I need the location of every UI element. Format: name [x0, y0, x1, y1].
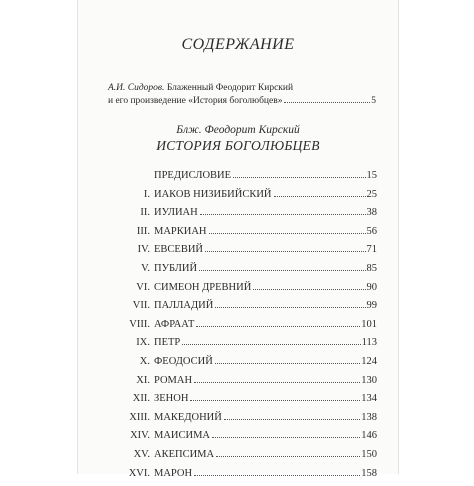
dot-leader: [253, 289, 365, 290]
chapter-title: ИУЛИАН: [154, 207, 198, 218]
chapter-title: РОМАН: [154, 375, 192, 386]
chapter-number: VIII.: [108, 319, 154, 330]
work-author: Блж. Феодорит Кирский: [78, 124, 398, 136]
dot-leader: [215, 363, 360, 364]
chapter-number: XIII.: [108, 412, 154, 423]
page-number: 146: [361, 430, 377, 441]
dot-leader: [209, 233, 366, 234]
page-number: 90: [367, 282, 378, 293]
toc-entry: [108, 189, 377, 208]
chapter-title: МАИСИМА: [154, 430, 210, 441]
toc-entry: [108, 337, 377, 356]
page-number: 124: [361, 356, 377, 367]
dot-leader: [284, 102, 370, 103]
toc-entry: [108, 430, 377, 449]
dot-leader: [182, 344, 360, 345]
toc-entry: [108, 207, 377, 226]
page-number: 113: [362, 337, 377, 348]
dot-leader: [194, 382, 360, 383]
page-number: 38: [367, 207, 378, 218]
chapter-number: III.: [108, 226, 154, 237]
chapter-title: ФЕОДОСИЙ: [154, 356, 213, 367]
dot-leader: [190, 400, 360, 401]
page-number: 15: [367, 170, 378, 181]
dot-leader: [233, 177, 365, 178]
toc-entry: [108, 356, 377, 375]
book-page: [78, 0, 398, 474]
dot-leader: [199, 270, 365, 271]
toc-entry: [108, 300, 377, 319]
chapter-number: V.: [108, 263, 154, 274]
dot-leader: [196, 326, 360, 327]
chapter-title: ЕВСЕВИЙ: [154, 244, 203, 255]
toc-entry: [108, 319, 377, 338]
page-number: 99: [367, 300, 378, 311]
chapter-title: МАРОН: [154, 468, 192, 479]
chapter-number: VI.: [108, 282, 154, 293]
chapter-title: ЗЕНОН: [154, 393, 188, 404]
toc-entry: [108, 449, 377, 468]
toc-entry: [108, 170, 377, 189]
chapter-number: VII.: [108, 300, 154, 311]
chapter-title: ПРЕДИСЛОВИЕ: [154, 170, 231, 181]
toc-entry: [108, 263, 377, 282]
page-number: 158: [361, 468, 377, 479]
chapter-title: МАРКИАН: [154, 226, 207, 237]
chapter-title: АФРААТ: [154, 319, 194, 330]
chapter-number: XVI.: [108, 468, 154, 479]
dot-leader: [205, 251, 365, 252]
dot-leader: [194, 475, 360, 476]
intro-entry: [108, 82, 376, 107]
chapter-title: СИМЕОН ДРЕВНИЙ: [154, 282, 251, 293]
page-number: 130: [361, 375, 377, 386]
page-number: 150: [361, 449, 377, 460]
dot-leader: [200, 214, 366, 215]
work-title: ИСТОРИЯ БОГОЛЮБЦЕВ: [78, 138, 398, 154]
toc-entry: [108, 226, 377, 245]
chapter-title: ИАКОВ НИЗИБИЙСКИЙ: [154, 189, 272, 200]
chapter-number: X.: [108, 356, 154, 367]
page-number: 85: [367, 263, 378, 274]
intro-page-number: 5: [371, 95, 376, 108]
dot-leader: [215, 307, 365, 308]
intro-title-part-1: Блаженный Феодорит Кирский: [167, 83, 293, 93]
toc-entry: [108, 375, 377, 394]
dot-leader: [274, 196, 366, 197]
chapter-number: XI.: [108, 375, 154, 386]
page-number: 71: [367, 244, 378, 255]
chapter-title: АКЕПСИМА: [154, 449, 214, 460]
chapter-title: ПАЛЛАДИЙ: [154, 300, 213, 311]
intro-title-part-2: и его произведение «История боголюбцев»: [108, 95, 282, 108]
chapter-title: ПУБЛИЙ: [154, 263, 197, 274]
chapter-title: ПЕТР: [154, 337, 180, 348]
contents-heading: СОДЕРЖАНИЕ: [78, 36, 398, 54]
intro-author: А.И. Сидоров.: [108, 83, 164, 93]
table-of-contents: [108, 170, 377, 486]
chapter-number: IX.: [108, 337, 154, 348]
toc-entry: [108, 468, 377, 486]
page-number: 138: [361, 412, 377, 423]
chapter-number: XV.: [108, 449, 154, 460]
page-number: 56: [367, 226, 378, 237]
toc-entry: [108, 412, 377, 431]
chapter-number: II.: [108, 207, 154, 218]
dot-leader: [212, 437, 360, 438]
chapter-number: XIV.: [108, 430, 154, 441]
page-number: 101: [361, 319, 377, 330]
intro-line-1: [108, 82, 376, 95]
toc-entry: [108, 244, 377, 263]
toc-entry: [108, 393, 377, 412]
chapter-title: МАКЕДОНИЙ: [154, 412, 222, 423]
dot-leader: [216, 456, 360, 457]
intro-line-2: [108, 95, 376, 108]
toc-entry: [108, 282, 377, 301]
chapter-number: I.: [108, 189, 154, 200]
chapter-number: XII.: [108, 393, 154, 404]
page-number: 25: [367, 189, 378, 200]
dot-leader: [224, 419, 360, 420]
chapter-number: IV.: [108, 244, 154, 255]
page-number: 134: [361, 393, 377, 404]
